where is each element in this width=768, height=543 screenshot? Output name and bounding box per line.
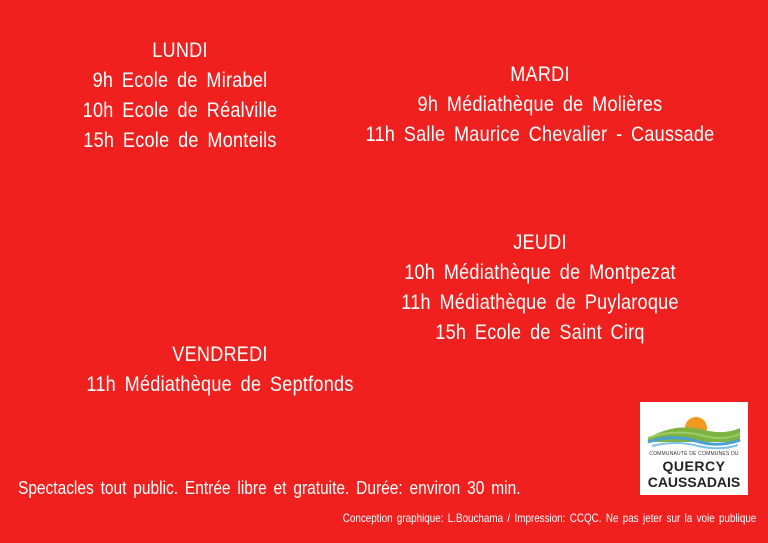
schedule-line: 11h Salle Maurice Chevalier - Caussade xyxy=(365,123,715,146)
sun-hills-logo-icon xyxy=(646,408,742,452)
credits-line: Conception graphique: L.Bouchama / Impression: CCQC. Ne pas jeter sur la voie publique xyxy=(342,511,756,525)
day-title: VENDREDI xyxy=(172,343,268,366)
logo-subtitle: COMMUNAUTÉ DE COMMUNES DU xyxy=(649,451,739,457)
event-info: Spectacles tout public. Entrée libre et gratuite. Durée: environ 30 min. xyxy=(18,478,521,498)
schedule-line: 9h Ecole de Mirabel xyxy=(92,69,268,92)
quercy-caussadais-logo xyxy=(640,402,748,495)
schedule-line: 10h Médiathèque de Montpezat xyxy=(404,261,676,284)
logo-name-line2: CAUSSADAIS xyxy=(647,474,741,490)
logo-name-line1: QUERCY xyxy=(662,458,726,474)
day-title: MARDI xyxy=(510,63,570,86)
schedule-line: 10h Ecole de Réalville xyxy=(82,99,278,122)
day-block-jeudi xyxy=(340,228,740,348)
schedule-line: 11h Médiathèque de Septfonds xyxy=(86,373,354,396)
day-title: LUNDI xyxy=(152,39,208,62)
day-block-vendredi xyxy=(60,340,380,400)
schedule-line: 15h Ecole de Monteils xyxy=(83,129,277,152)
schedule-line: 9h Médiathèque de Molières xyxy=(417,93,663,116)
schedule-line: 15h Ecole de Saint Cirq xyxy=(435,321,645,344)
schedule-line: 11h Médiathèque de Puylaroque xyxy=(401,291,679,314)
day-block-lundi xyxy=(60,36,300,156)
day-block-mardi xyxy=(330,60,750,150)
day-title: JEUDI xyxy=(513,231,567,254)
